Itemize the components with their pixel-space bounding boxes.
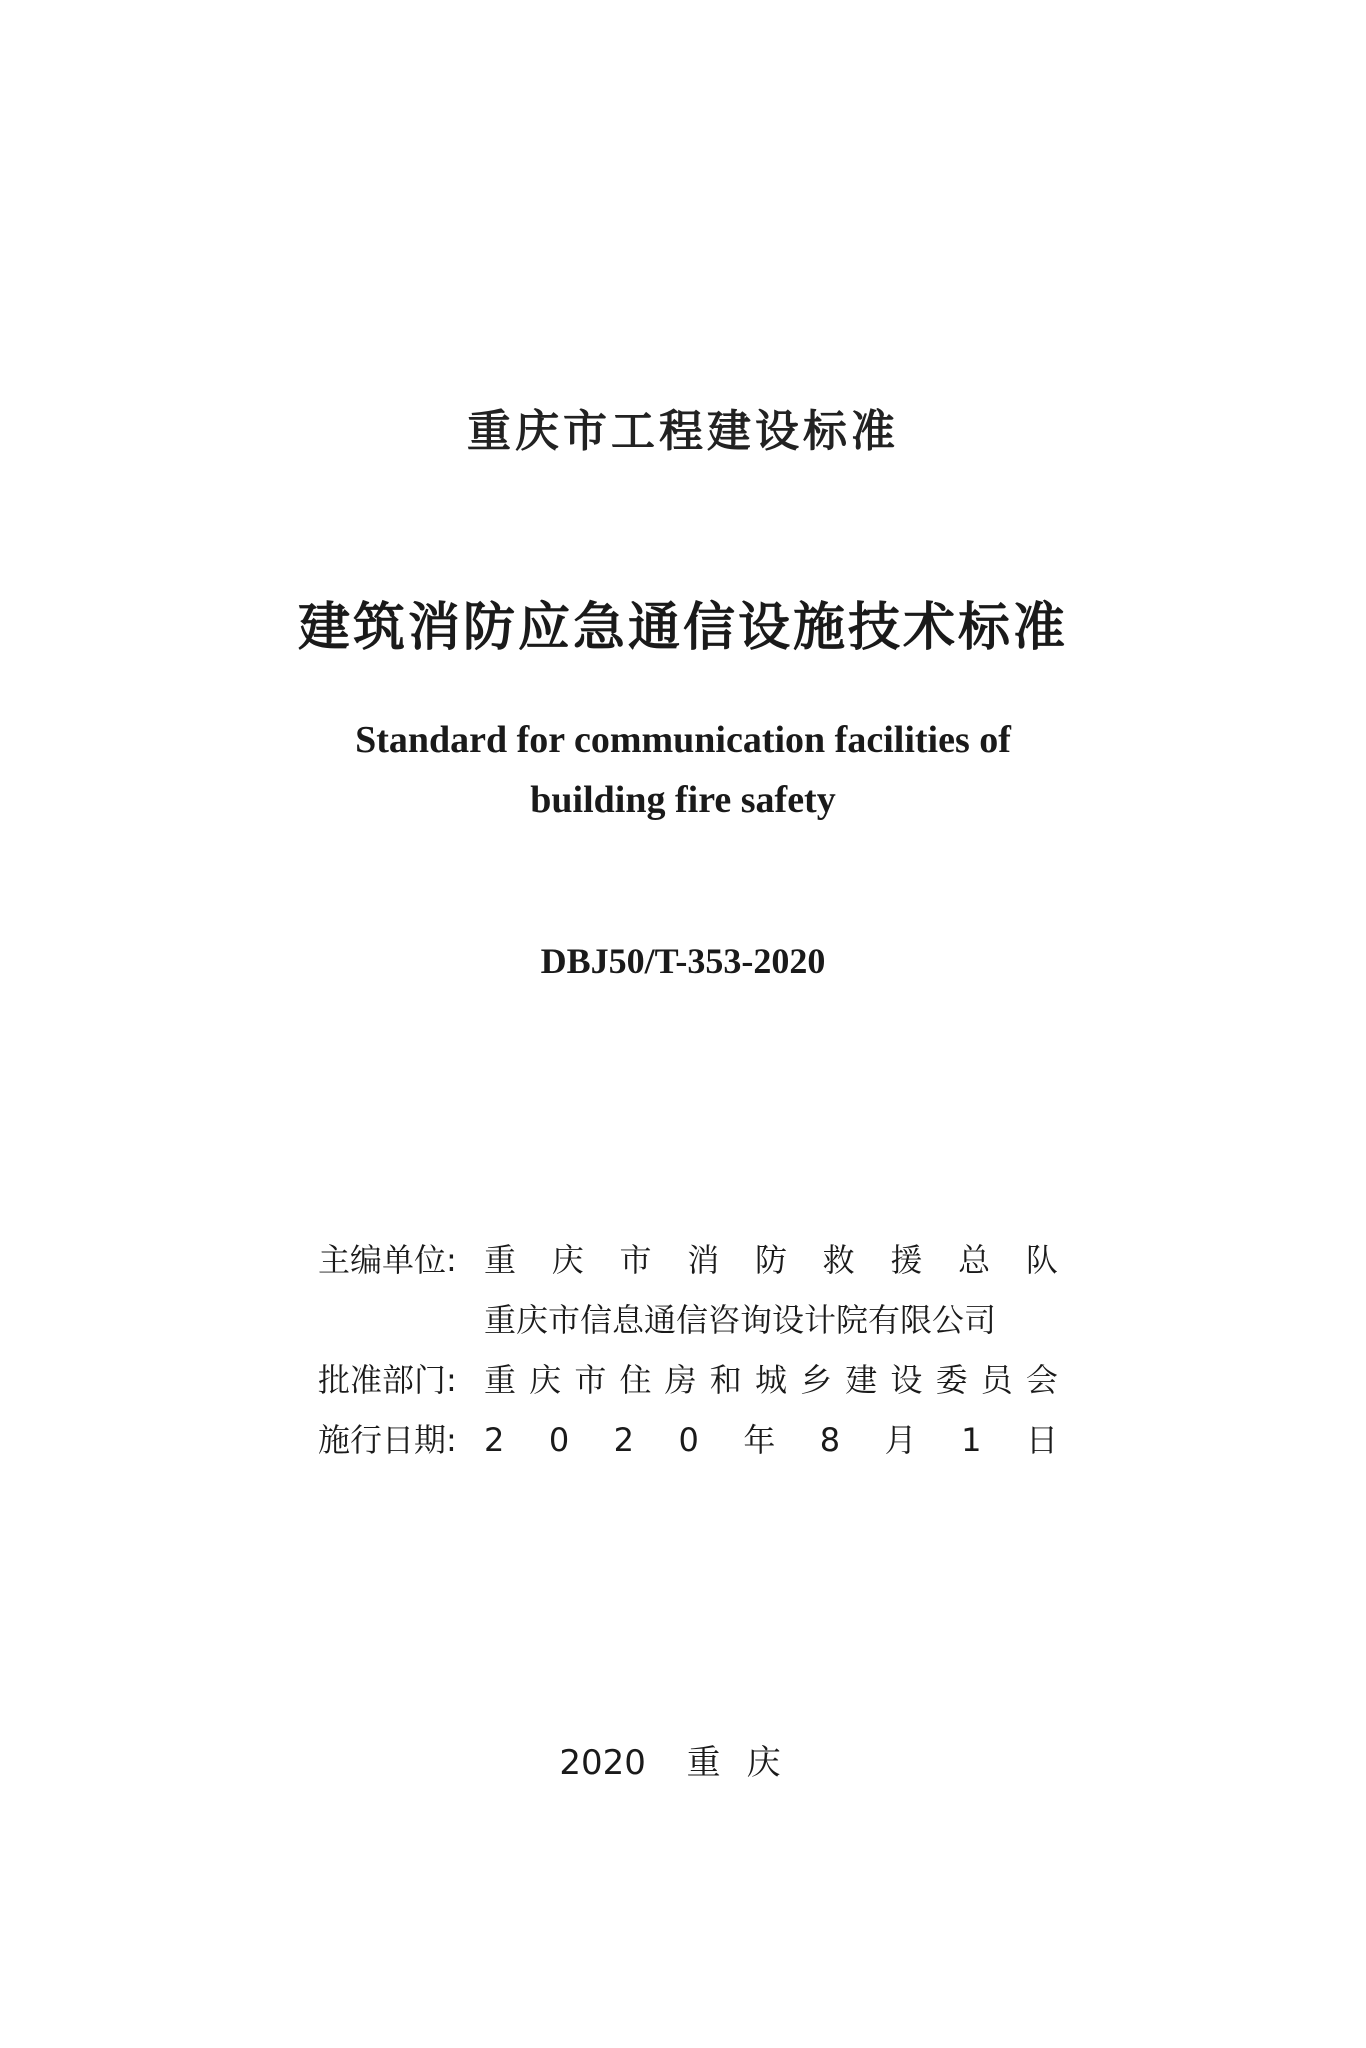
spaced-char: 城: [754, 1361, 787, 1399]
spaced-char: 会: [1025, 1361, 1058, 1399]
spaced-char: 救: [822, 1241, 855, 1279]
spaced-char: 委: [935, 1361, 968, 1399]
approver-value: [484, 1350, 1058, 1410]
spaced-char: 1: [961, 1421, 982, 1459]
spaced-char: 月: [884, 1421, 917, 1459]
spaced-char: 防: [754, 1241, 787, 1279]
spaced-char: 设: [890, 1361, 923, 1399]
spaced-char: 乡: [800, 1361, 833, 1399]
spaced-char: 总: [958, 1241, 991, 1279]
spaced-char: 年: [743, 1421, 776, 1459]
standard-title-chinese: 建筑消防应急通信设施技术标准: [297, 598, 1068, 658]
spaced-char: 0: [678, 1421, 699, 1459]
spaced-char: 日: [1025, 1421, 1058, 1459]
spaced-char: 重: [484, 1361, 517, 1399]
spaced-char: 房: [664, 1361, 697, 1399]
publication-info: [318, 1230, 1058, 1470]
footer-year: 2020: [559, 1743, 646, 1783]
standard-category-title: 重庆市工程建设标准: [467, 406, 899, 457]
editor-row-2: [318, 1290, 1058, 1350]
spaced-char: 消: [687, 1241, 720, 1279]
spaced-char: 重: [484, 1241, 517, 1279]
effective-date-label: 施行日期:: [318, 1421, 457, 1459]
spaced-char: 和: [709, 1361, 742, 1399]
spaced-char: 2: [613, 1421, 635, 1459]
editor-unit-2: 重庆市信息通信咨询设计院有限公司: [484, 1301, 997, 1339]
spaced-char: 市: [574, 1361, 607, 1399]
spaced-char: 0: [548, 1421, 570, 1459]
spaced-char: 建: [845, 1361, 878, 1399]
spaced-char: 队: [1025, 1241, 1058, 1279]
publication-footer: [0, 1735, 1366, 1784]
spaced-char: 8: [819, 1421, 841, 1459]
editor-label: 主编单位:: [318, 1241, 457, 1279]
effective-date-value: [484, 1410, 1058, 1470]
standard-title-english: [0, 710, 1366, 830]
spaced-char: 住: [619, 1361, 652, 1399]
english-title-line-2: building fire safety: [530, 779, 836, 821]
approver-label: 批准部门:: [318, 1361, 457, 1399]
english-title-line-1: Standard for communication facilities of: [355, 719, 1011, 761]
editor-row: [318, 1230, 1058, 1290]
spaced-char: 2: [484, 1421, 505, 1459]
spaced-char: 庆: [551, 1241, 584, 1279]
approver-row: [318, 1350, 1058, 1410]
spaced-char: 员: [980, 1361, 1013, 1399]
footer-city: 重庆: [686, 1743, 807, 1783]
spaced-char: 市: [619, 1241, 652, 1279]
editor-unit-1: [484, 1230, 1058, 1290]
standard-code: DBJ50/T-353-2020: [540, 941, 826, 981]
spaced-char: 援: [890, 1241, 923, 1279]
spaced-char: 庆: [529, 1361, 562, 1399]
effective-date-row: [318, 1410, 1058, 1470]
